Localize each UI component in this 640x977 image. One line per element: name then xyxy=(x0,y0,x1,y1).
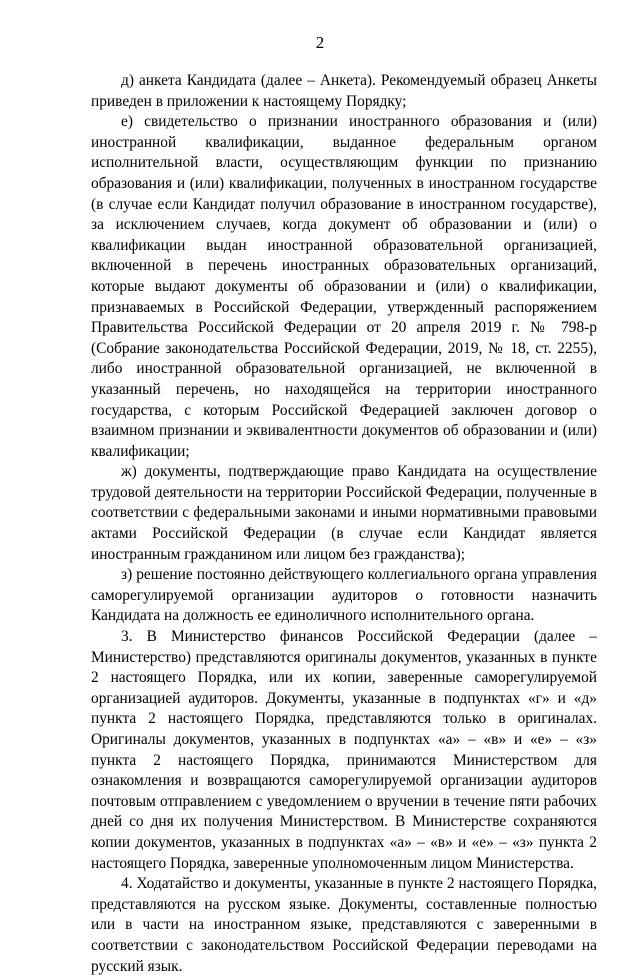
paragraph-4-russian-language: 4. Ходатайство и документы, указанные в пункте 2 настоящего Порядка, представляются на русском языке. Документы, составленные полностью или в части на иностранном языке, представляются с заверенными в соответствии с законодательством Российской Федерации переводами на русский язык. xyxy=(91,875,597,975)
paragraph-3-ministry-submission: 3. В Министерство финансов Российской Федерации (далее – Министерство) представляются оригиналы документов, указанных в пункте 2 настоящего Порядка, или их копии, заверенные саморегулируемой организацией аудиторов. Документы, указанные в подпунктах «г» и «д» пункта 2 настоящего Порядка, представляются только в оригиналах. Оригиналы документов, указанных в подпунктах «а» – «в» и «е» – «з» пункта 2 настоящего Порядка, принимаются Министерством для ознакомления и возвращаются саморегулируемой организации аудиторов почтовым отправлением с уведомлением о вручении в течение пяти рабочих дней со дня их получения Министерством. В Министерстве сохраняются копии документов, указанных в подпунктах «а» – «в» и «е» – «з» пункта 2 настоящего Порядка, заверенные уполномоченным лицом Министерства. xyxy=(91,628,597,872)
paragraph-d-questionnaire: д) анкета Кандидата (далее – Анкета). Рекомендуемый образец Анкеты приведен в приложении к настоящему Порядку; xyxy=(91,72,597,110)
paragraph-e-foreign-education: е) свидетельство о признании иностранного образования и (или) иностранной квалификации, выданное федеральным органом исполнительной власти, осуществляющим функции по признанию образования и (или) квалификации, полученных в иностранном государстве (в случае если Кандидат получил образование в иностранном государстве), за исключением случаев, когда документ об образовании и (или) о квалификации выдан иностранной образовательной организацией, включенной в перечень иностранных образовательных организаций, которые выдают документы об образовании и (или) о квалификации, признаваемых в Российской Федерации, утвержденный распоряжением Правительства Российской Федерации от 20 апреля 2019 г. № 798-р (Собрание законодательства Российской Федерации, 2019, № 18, ст. 2255), либо иностранной образовательной организацией, не включенной в указанный перечень, но находящейся на территории иностранного государства, с которым Российской Федерацией заключен договор о взаимном признании и эквивалентности документов об образовании и (или) квалификации; xyxy=(91,113,597,460)
paragraph-z-collegial-decision: з) решение постоянно действующего коллегиального органа управления саморегулируемой организации аудиторов о готовности назначить Кандидата на должность ее единоличного исполнительного органа. xyxy=(91,566,597,625)
paragraph-zh-work-permit: ж) документы, подтверждающие право Кандидата на осуществление трудовой деятельности на территории Российской Федерации, полученные в соответствии с федеральными законами и иными нормативными правовыми актами Российской Федерации (в случае если Кандидат является иностранным гражданином или лицом без гражданства); xyxy=(91,463,597,563)
document-body xyxy=(91,71,597,977)
page-number: 2 xyxy=(315,33,325,52)
